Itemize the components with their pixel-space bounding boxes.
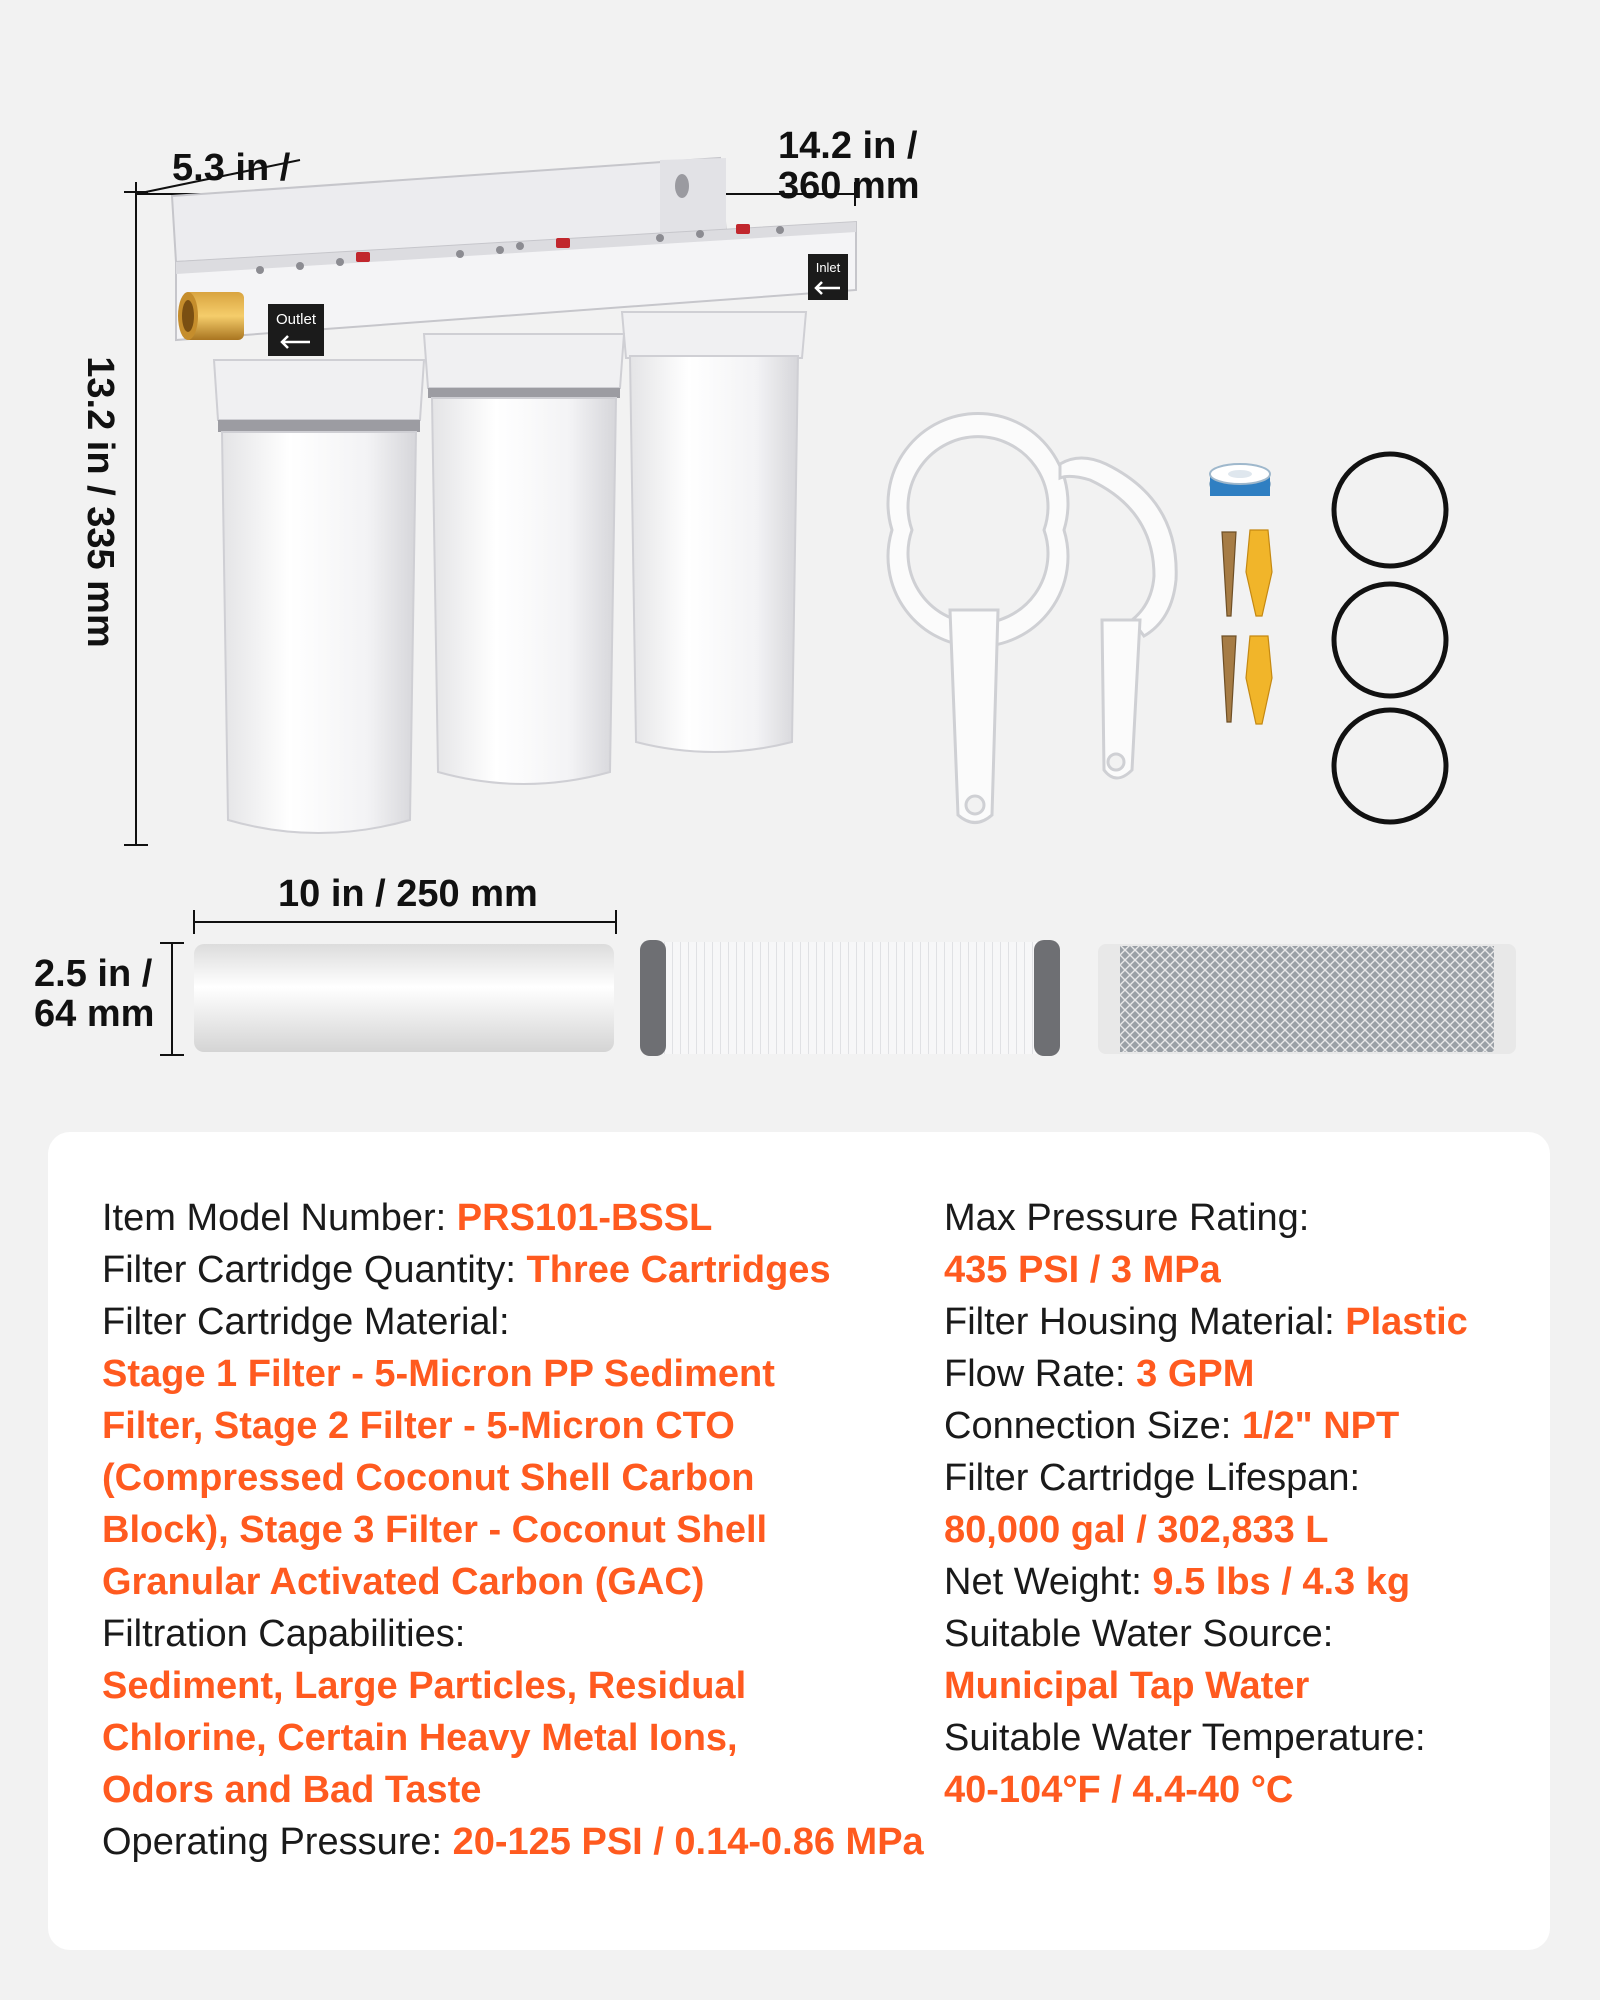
spec-label: Filter Housing Material: [944, 1301, 1346, 1343]
spec-item [102, 1296, 922, 1348]
spec-item [944, 1452, 1524, 1504]
hook-wrench-icon [1060, 458, 1176, 778]
filter-housing-1 [214, 360, 424, 833]
filter-housing-2 [424, 334, 624, 784]
spec-item [944, 1296, 1524, 1348]
spec-label: Flow Rate: [944, 1353, 1137, 1395]
spec-value: Three Cartridges [526, 1249, 831, 1291]
gac-carbon-cartridge [1098, 944, 1516, 1054]
spec-line [944, 1400, 1524, 1452]
spec-label: Filter Cartridge Material: [102, 1301, 510, 1343]
spec-line [944, 1348, 1524, 1400]
inlet-label [808, 254, 848, 300]
spec-item [944, 1192, 1524, 1244]
spec-label: Operating Pressure: [102, 1821, 453, 1863]
depth-dimension-label: 5.3 in / [172, 147, 291, 189]
spec-item [944, 1608, 1524, 1660]
spec-value: 9.5 lbs / 4.3 kg [1152, 1561, 1411, 1603]
spec-value: Granular Activated Carbon (GAC) [102, 1561, 705, 1603]
spec-value: 80,000 gal / 302,833 L [944, 1509, 1329, 1551]
spec-line [102, 1556, 922, 1608]
spec-line [102, 1296, 922, 1348]
spec-line [944, 1660, 1524, 1712]
spec-line [944, 1608, 1524, 1660]
spec-line [102, 1244, 922, 1296]
brass-fitting-icon [178, 292, 244, 340]
spec-label: Net Weight: [944, 1561, 1153, 1603]
spec-item [102, 1660, 922, 1816]
spec-item [102, 1816, 922, 1868]
spec-value: Plastic [1345, 1301, 1468, 1343]
spec-line [102, 1712, 922, 1764]
specifications-card [48, 1132, 1550, 1950]
spec-item [944, 1504, 1524, 1556]
spec-value: Odors and Bad Taste [102, 1769, 482, 1811]
spec-label: Suitable Water Source: [944, 1613, 1334, 1655]
spec-value: Filter, Stage 2 Filter - 5-Micron CTO [102, 1405, 735, 1447]
spec-item [944, 1660, 1524, 1712]
o-ring-icon [1334, 454, 1446, 822]
spec-label: Filter Cartridge Quantity: [102, 1249, 527, 1291]
spec-line [102, 1348, 922, 1400]
spec-line [944, 1192, 1524, 1244]
spec-value: (Compressed Coconut Shell Carbon [102, 1457, 755, 1499]
spec-line [102, 1816, 922, 1868]
spec-line [944, 1244, 1524, 1296]
spec-label: Suitable Water Temperature: [944, 1717, 1426, 1759]
spec-value: 3 GPM [1136, 1353, 1255, 1395]
spec-item [102, 1348, 922, 1608]
spec-item [944, 1764, 1524, 1816]
spec-line [102, 1400, 922, 1452]
filter-housing-3 [622, 312, 806, 752]
screws-and-anchors-icon [1222, 530, 1272, 724]
spec-label: Item Model Number: [102, 1197, 457, 1239]
spec-line [102, 1452, 922, 1504]
pp-sediment-cartridge [194, 944, 614, 1052]
spec-label: Connection Size: [944, 1405, 1242, 1447]
spec-label: Max Pressure Rating: [944, 1197, 1310, 1239]
cartridge-length-label: 10 in / 250 mm [278, 873, 538, 915]
spec-line [944, 1296, 1524, 1348]
spec-value: PRS101-BSSL [456, 1197, 713, 1239]
spec-value: Municipal Tap Water [944, 1665, 1310, 1707]
spec-value: 40-104°F / 4.4-40 °C [944, 1769, 1294, 1811]
spec-item [944, 1712, 1524, 1764]
specs-left-column [102, 1192, 922, 1868]
spec-line [102, 1764, 922, 1816]
cartridge-diameter-label: 2.5 in / 64 mm [34, 953, 155, 1035]
spec-item [944, 1244, 1524, 1296]
specs-right-column [944, 1192, 1524, 1816]
spec-line [944, 1504, 1524, 1556]
cto-carbon-cartridge [640, 940, 1060, 1056]
spec-line [102, 1608, 922, 1660]
spec-line [944, 1452, 1524, 1504]
spec-item [102, 1192, 922, 1244]
spec-value: Stage 1 Filter - 5-Micron PP Sediment [102, 1353, 775, 1395]
teflon-tape-icon [1210, 464, 1270, 496]
spec-value: 20-125 PSI / 0.14-0.86 MPa [452, 1821, 924, 1863]
spec-value: Chlorine, Certain Heavy Metal Ions, [102, 1717, 738, 1759]
spec-line [944, 1712, 1524, 1764]
spec-line [944, 1764, 1524, 1816]
width-dimension-label: 14.2 in / 360 mm [778, 125, 920, 207]
spec-line [944, 1556, 1524, 1608]
spec-line [102, 1660, 922, 1712]
svg-text:Inlet: Inlet [815, 260, 841, 275]
spec-value: 1/2" NPT [1241, 1405, 1400, 1447]
spec-item [944, 1348, 1524, 1400]
spec-line [102, 1192, 922, 1244]
spec-item [102, 1608, 922, 1660]
spec-item [944, 1400, 1524, 1452]
spec-item [102, 1244, 922, 1296]
housing-wrench-icon [888, 413, 1068, 822]
spec-label: Filtration Capabilities: [102, 1613, 466, 1655]
spec-label: Filter Cartridge Lifespan: [944, 1457, 1361, 1499]
outlet-label [268, 304, 324, 356]
height-dimension-label: 13.2 in / 335 mm [79, 356, 121, 648]
spec-value: Sediment, Large Particles, Residual [102, 1665, 747, 1707]
svg-text:Outlet: Outlet [275, 311, 317, 328]
spec-value: 435 PSI / 3 MPa [944, 1249, 1221, 1291]
spec-item [944, 1556, 1524, 1608]
spec-value: Block), Stage 3 Filter - Coconut Shell [102, 1509, 768, 1551]
spec-line [102, 1504, 922, 1556]
